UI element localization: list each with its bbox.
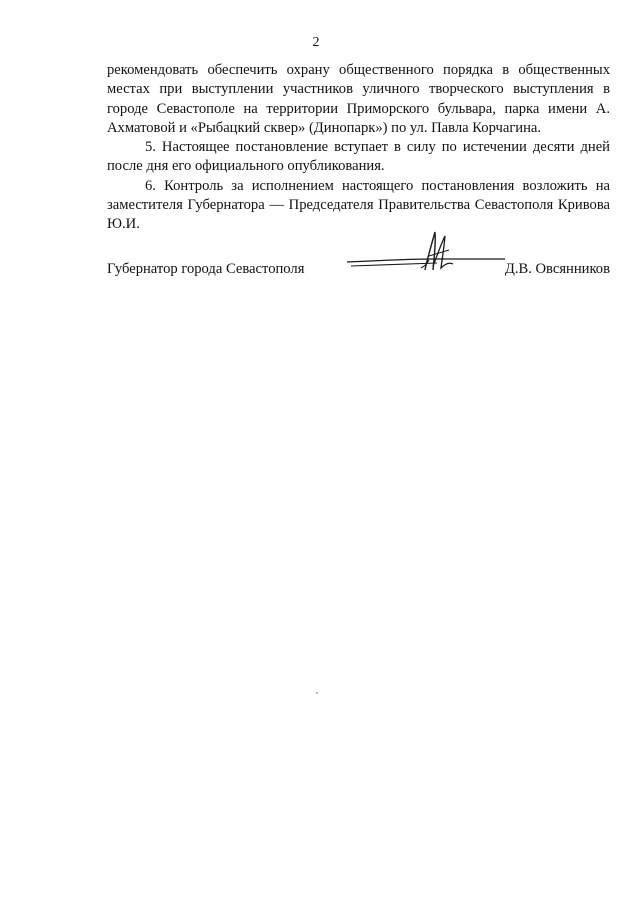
signature-row [107, 260, 610, 282]
document-body [107, 61, 610, 235]
scan-artifact [316, 692, 318, 694]
paragraph-item-6: 6. Контроль за исполнением настоящего постановления возложить на заместителя Губернатора — Председателя Правительства Севастополя Кривова Ю.И. [107, 177, 610, 233]
paragraph-continuation: рекомендовать обеспечить охрану общественного порядка в общественных местах при выступлении участников уличного творческого выступления в городе Севастополе на территории Приморского бульвара, парка имени А. Ахматовой и «Рыбацкий сквер» (Динопарк») по ул. Павла Корчагина. [107, 62, 610, 136]
signatory-title: Губернатор города Севастополя [107, 261, 305, 277]
page-number: 2 [312, 35, 320, 50]
signatory-name: Д.В. Овсянников [504, 261, 610, 277]
paragraph-item-5: 5. Настоящее постановление вступает в силу по истечении десяти дней после дня его официального опубликования. [107, 139, 610, 175]
